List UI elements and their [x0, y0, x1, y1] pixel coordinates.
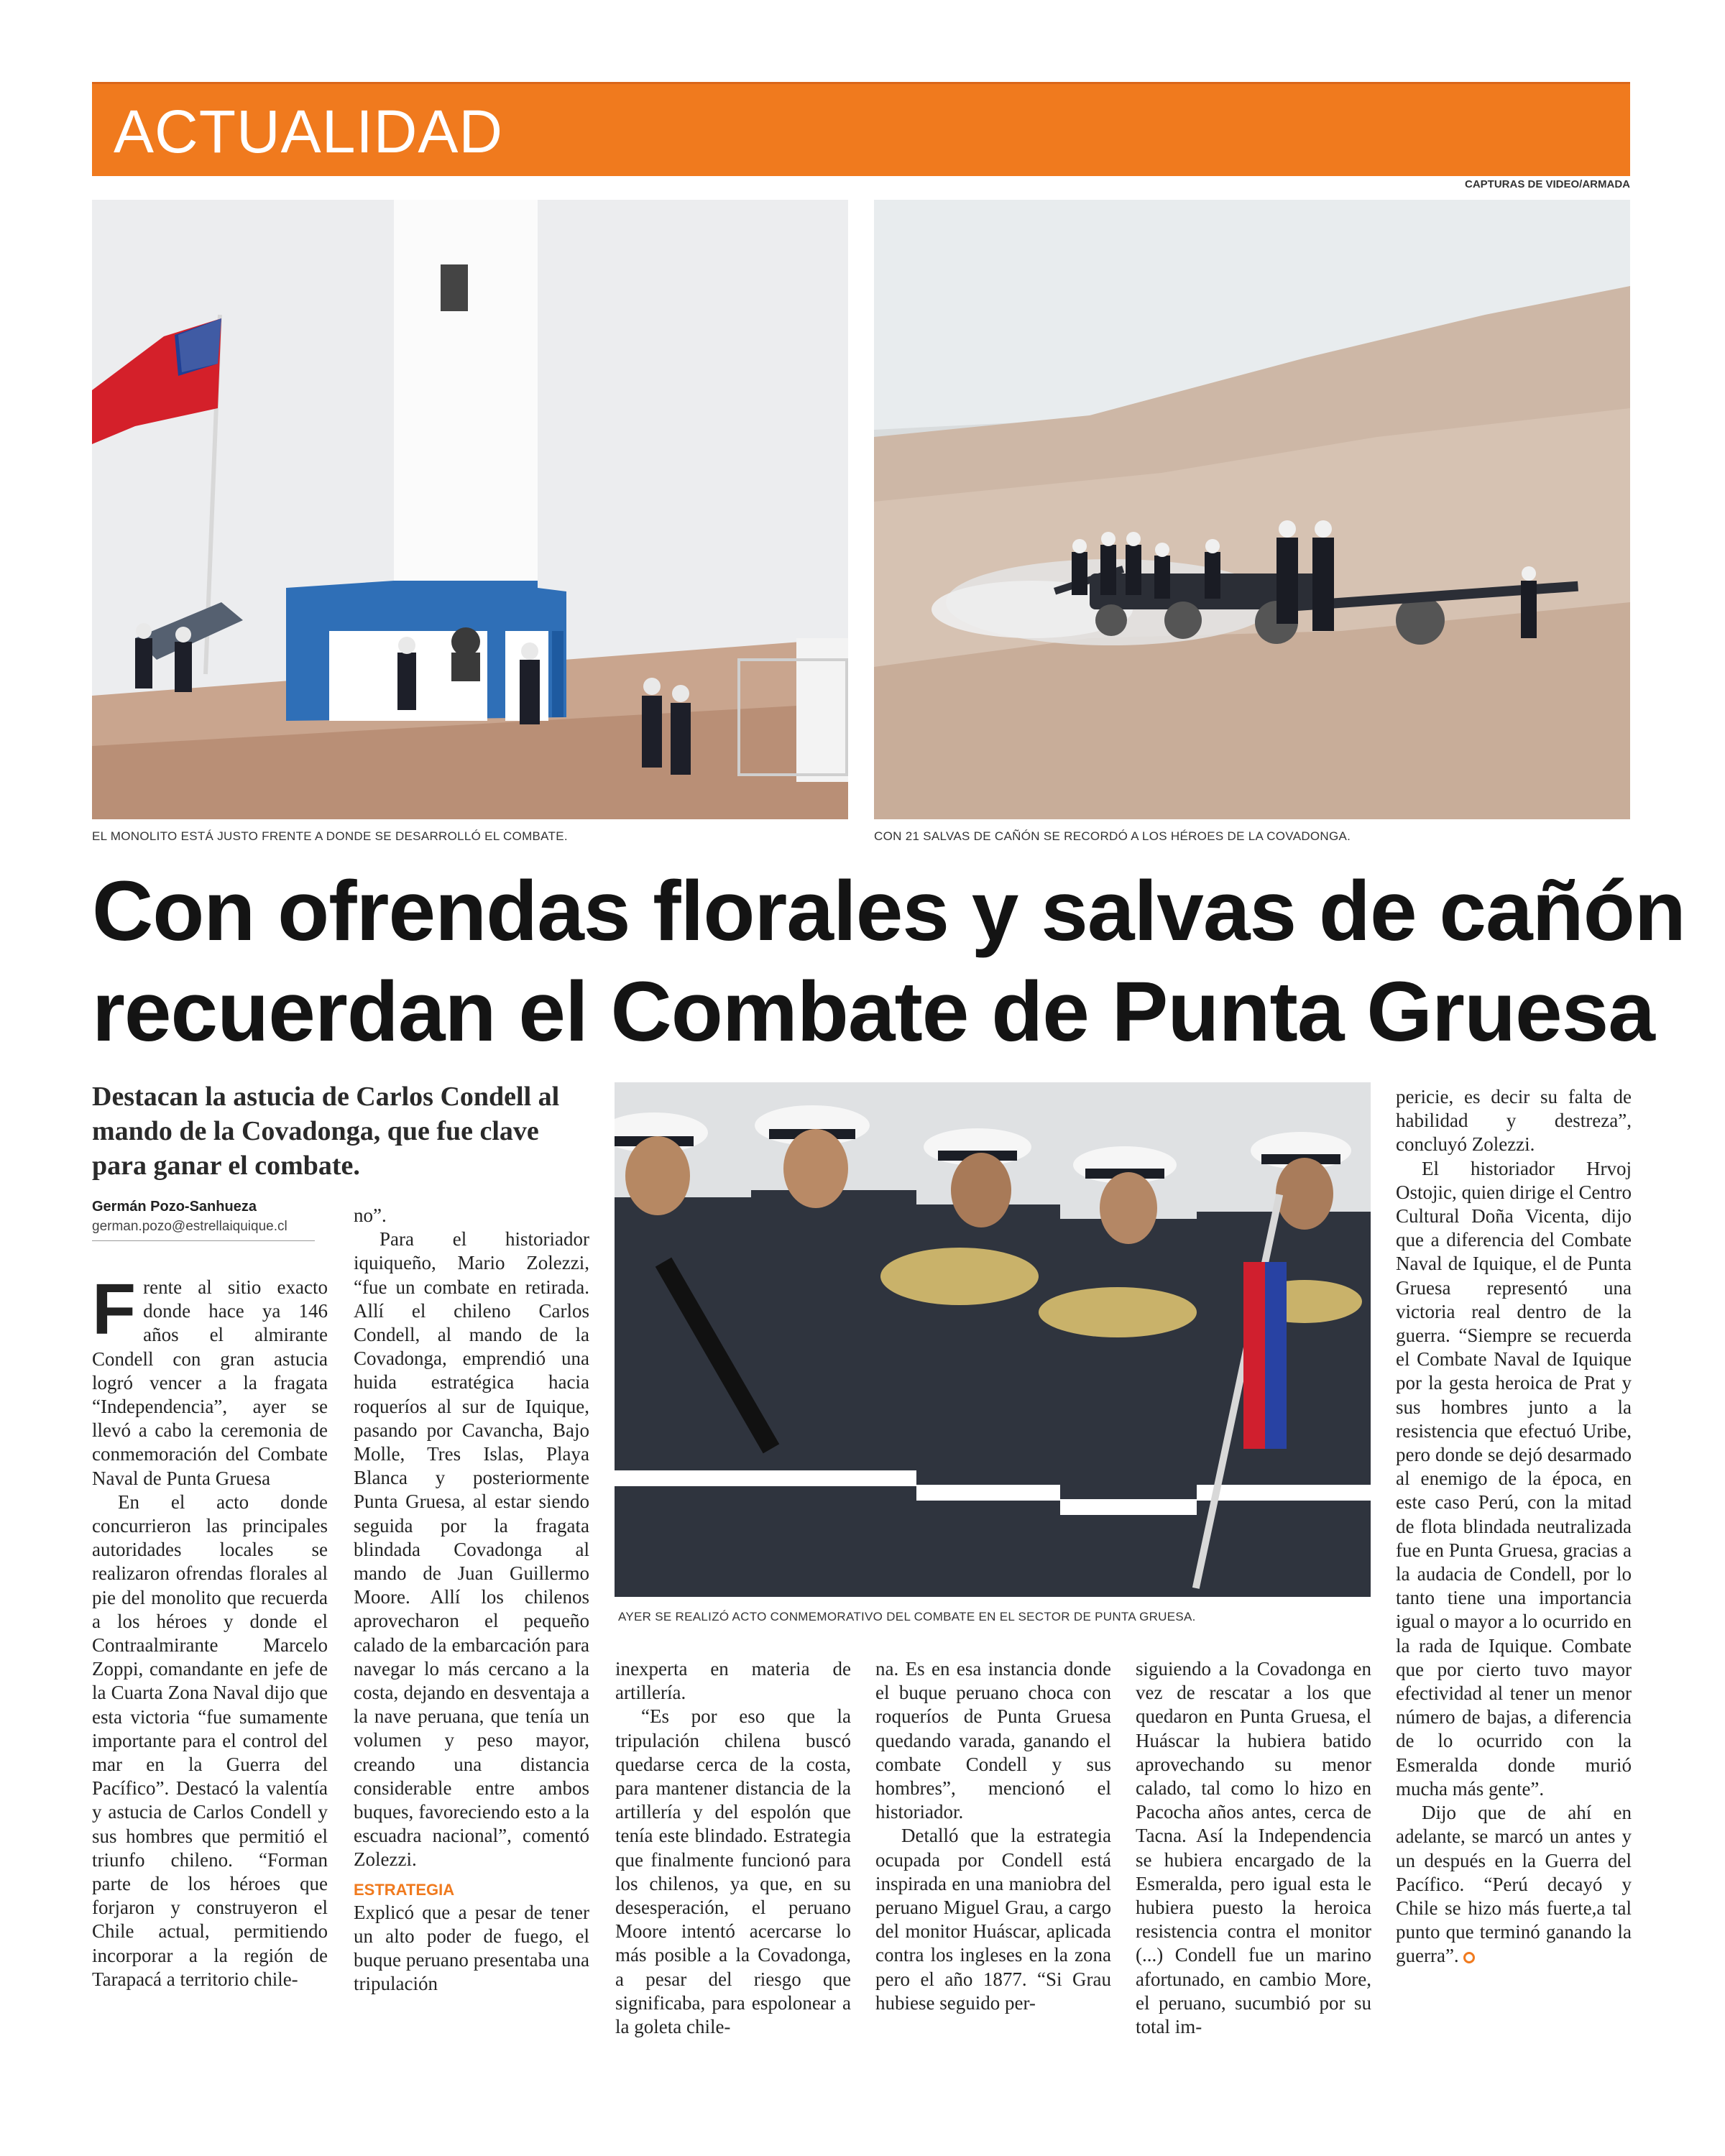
- article-column-6: [1396, 1085, 1632, 1968]
- headline-line-2: recuerdan el Combate de Punta Gruesa: [92, 964, 1655, 1059]
- caption-monolith: EL MONOLITO ESTÁ JUSTO FRENTE A DONDE SE DESARROLLÓ EL COMBATE.: [92, 829, 568, 843]
- col6-paragraph-2: El historiador Hrvoj Ostojic, quien dirige el Centro Cultural Doña Vicenta, dijo que a diferencia del Combate Naval de Iquique, el de Punta Gruesa representó una victoria real dentro de la guerra. “Siempre se recuerda el Combate Naval de Iquique por la gesta heroica de Prat y sus hombres junto a la resistencia que efectuó Uribe, pero donde se dejó desarmado al enemigo de la época, en este caso Perú, con la mitad de flota blindada neutralizada fue en Punta Gruesa, gracias a la audacia de Condell, por lo tanto tiene una importancia igual o mayor a lo ocurrido en la rada de Iquique. Combate que por cierto tuvo mayor efectividad al tener un menor número de bajas, a diferencia de lo ocurrido con la Esmeralda donde murió mucha más gente”.: [1396, 1157, 1632, 1800]
- photo-monolith: [92, 200, 848, 819]
- photo-naval-band: [615, 1082, 1371, 1597]
- caption-naval-band: AYER SE REALIZÓ ACTO CONMEMORATIVO DEL COMBATE EN EL SECTOR DE PUNTA GRUESA.: [618, 1610, 1196, 1623]
- deck: Destacan la astucia de Carlos Condell al mando de la Covadonga, que fue clave para ganar el combate.: [92, 1082, 560, 1181]
- subhead-estrategia: ESTRATEGIA: [354, 1880, 455, 1899]
- col4-paragraph-2: Detalló que la estrategia ocupada por Condell está inspirada en una maniobra del peruano Miguel Grau, a cargo del monitor Huáscar, aplicada contra los ingleses en la zona pero el año 1877. “Si Grau hubiese seguido per-: [875, 1825, 1111, 2014]
- col2-paragraph-1: Para el historiador iquiqueño, Mario Zolezzi, “fue un combate en retirada. Allí el chileno Carlos Condell, al mando de la Covadonga, emprendió una huida estratégica hacia roqueríos al sur de Iquique, pasando por Cavancha, Bajo Molle, Tres Islas, Playa Blanca y posteriormente Punta Gruesa, al estar siendo seguida por la fragata blindada Covadonga al mando de Juan Guillermo Moore. Allí los chilenos aprovecharon el pequeño calado de la embarcación para navegar lo más cercano a la costa, dejando en desventaja a la nave peruana, que tenía un volumen y peso mayor, creando una distancia considerable entre ambos buques, favoreciendo esto a la escuadra nacional”, comentó Zolezzi.: [354, 1228, 589, 1871]
- end-mark-icon: [1463, 1952, 1475, 1963]
- caption-cannon-salute: CON 21 SALVAS DE CAÑÓN SE RECORDÓ A LOS HÉROES DE LA COVADONGA.: [874, 829, 1351, 843]
- col3-paragraph-1: inexperta en materia de artillería.: [615, 1658, 851, 1704]
- headline-line-1: Con ofrendas florales y salvas de cañón: [92, 864, 1685, 959]
- drop-cap: F: [92, 1269, 137, 1350]
- photo-cannon-salute: [874, 200, 1630, 819]
- col4-paragraph-1: na. Es en esa instancia donde el buque peruano choca con roqueríos de Punta Gruesa quedando varada, ganando el combate Condell y sus hombres”, mencionó el historiador.: [875, 1658, 1111, 1823]
- article-column-4: [875, 1657, 1111, 2015]
- author-name: Germán Pozo-Sanhueza: [92, 1199, 257, 1215]
- article-column-1: [92, 1269, 328, 1991]
- headline: [92, 861, 1685, 1062]
- author-email: german.pozo@estrellaiquique.cl: [92, 1219, 288, 1234]
- col6-paragraph-3: Dijo que de ahí en adelante, se marcó un antes y un después en la Guerra del Pacífico. “Perú decayó y Chile se hizo más fuerte,a tal punto que terminó ganando la guerra”.: [1396, 1802, 1632, 1967]
- col1-paragraph-1: Frente al sitio exacto donde hace ya 146 años el almirante Condell con gran astucia logró vencer a la fragata “Independencia”, ayer se llevó a cabo la ceremonia de conmemoración del Combate Naval de Punta Gruesa: [92, 1269, 328, 1489]
- photo-credit: CAPTURAS DE VIDEO/ARMADA: [1464, 178, 1630, 190]
- col5-paragraph-1: siguiendo a la Covadonga en vez de rescatar a los que quedaron en Punta Gruesa, el Huáscar la hubiera batido aprovechando su menor calado, tal como lo hizo en Pacocha años antes, cerca de Tacna. Así la Independencia se hubiera encargado de la Esmeralda, pero igual esta le hubiera puesto la heroica resistencia contra el monitor (...) Condell fue un marino afortunado, en cambio More, el peruano, sucumbió por su total im-: [1136, 1658, 1371, 2038]
- article-column-3: [615, 1657, 851, 2039]
- col6-paragraph-1: pericie, es decir su falta de habilidad y destreza”, concluyó Zolezzi.: [1396, 1086, 1632, 1156]
- section-header-bar: [92, 82, 1630, 176]
- col1-paragraph-2: En el acto donde concurrieron las principales autoridades locales se realizaron ofrendas florales al pie del monolito que recuerda a los héroes y donde el Contraalmirante Marcelo Zoppi, comandante en jefe de la Cuarta Zona Naval dijo que esta victoria “fue sumamente importante para el control del mar en la Guerra del Pacífico”. Destacó la valentía y astucia de Carlos Condell y sus hombres que permitió el triunfo chileno. “Forman parte de los héroes que forjaron y construyeron el Chile actual, permitiendo incorporar a la región de Tarapacá a territorio chile-: [92, 1491, 328, 1990]
- article-column-5: [1136, 1657, 1371, 2039]
- section-label: ACTUALIDAD: [114, 98, 504, 165]
- col3-paragraph-2: “Es por eso que la tripulación chilena buscó quedarse cerca de la costa, para mantener distancia de la artillería y del espolón que tenía este blindado. Estrategia que finalmente funcionó para los chilenos, ya que, en su desesperación, el peruano Moore intentó acercarse lo más posible a la Covadonga, a pesar del riesgo que significaba, para espolonear a la goleta chile-: [615, 1705, 851, 2038]
- col2-paragraph-2: Explicó que a pesar de tener un alto poder de fuego, el buque peruano presentaba una tripulación: [354, 1901, 589, 1995]
- author-divider: [92, 1240, 315, 1241]
- article-column-2: [354, 1204, 589, 1996]
- col2-paragraph-0: no”.: [354, 1204, 387, 1226]
